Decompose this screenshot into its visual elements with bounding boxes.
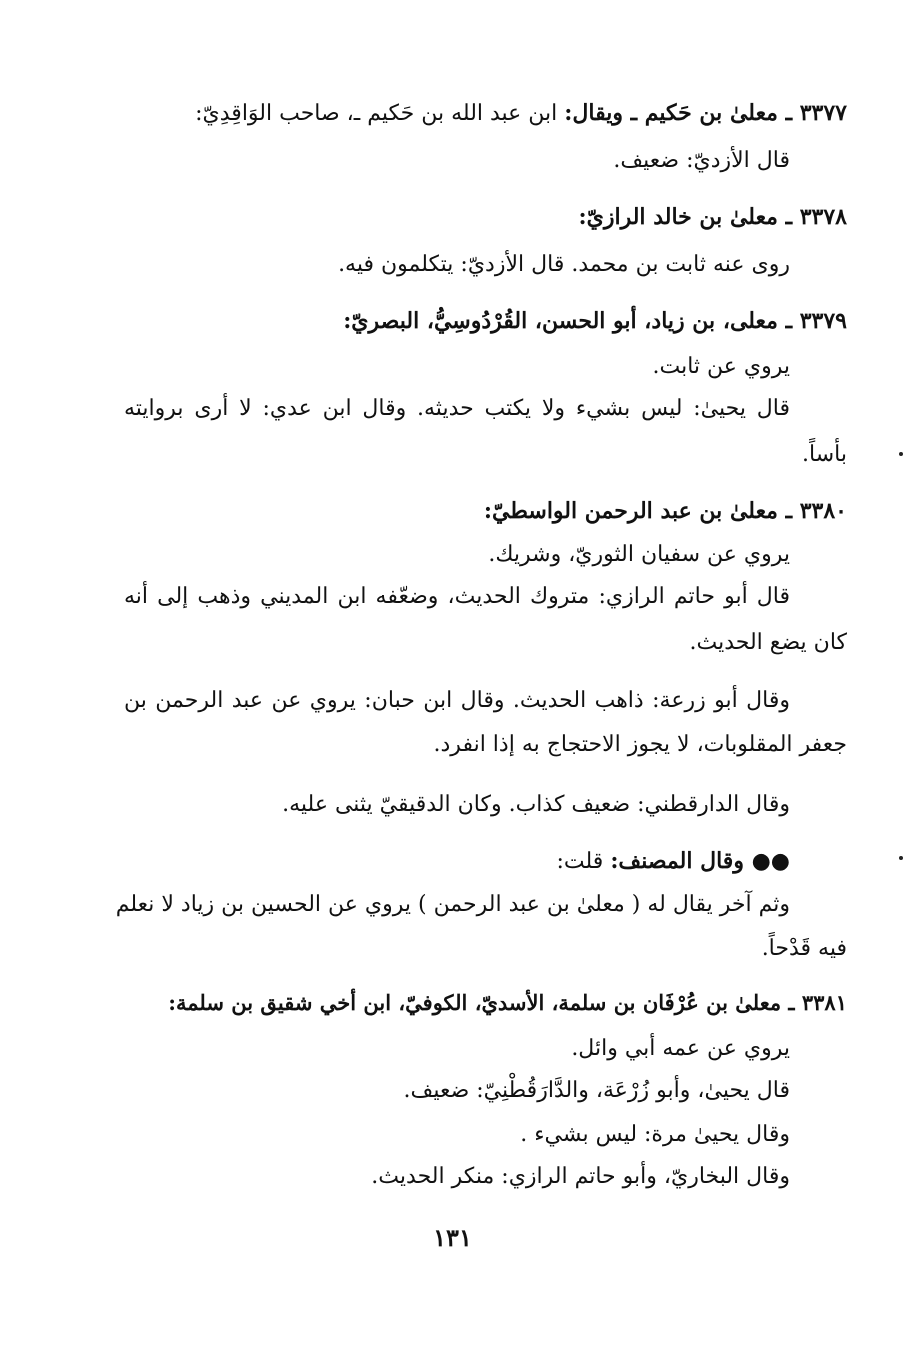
entry-text-line: روى عنه ثابت بن محمد. قال الأزديّ: يتكلمون فيه. <box>338 252 790 277</box>
page-number: ١٣١ <box>433 1223 472 1252</box>
margin-mark <box>899 856 903 860</box>
entry-heading-rest: ابن عبد الله بن حَكيم ـ، صاحب الوَاقِدِيّ: <box>195 101 565 126</box>
entry-heading-name: ٣٣٨١ ـ معلىٰ بن عُرْفَان بن سلمة، الأسديّ، الكوفيّ، ابن أخي شقيق بن سلمة: <box>168 990 847 1015</box>
entry-text-line: وقال أبو زرعة: ذاهب الحديث. وقال ابن حبان: يروي عن عبد الرحمن بن <box>124 688 790 713</box>
entry-heading <box>100 988 847 1018</box>
entry-text-line: يروي عن ثابت. <box>652 354 790 379</box>
entry-text-line: وقال البخاريّ، وأبو حاتم الرازي: منكر الحديث. <box>371 1164 790 1189</box>
entry-text-line: وثم آخر يقال له ( معلىٰ بن عبد الرحمن ) يروي عن الحسين بن زياد لا نعلم <box>115 892 790 917</box>
entry-text-line: وقال يحيىٰ مرة: ليس بشيء . <box>520 1122 790 1147</box>
entry-text-line: بأساً. <box>802 442 847 467</box>
entry-heading <box>100 202 847 233</box>
entry-heading-name: ٣٣٧٧ ـ معلىٰ بن حَكيم ـ ويقال: <box>564 100 847 126</box>
author-note-label: ●● وقال المصنف: <box>610 848 790 874</box>
entry-text-line: وقال الدارقطني: ضعيف كذاب. وكان الدقيقيّ يثنى عليه. <box>282 792 790 817</box>
entry-heading <box>100 496 847 527</box>
entry-text-line: فيه قَدْحاً. <box>761 936 847 961</box>
author-note-heading <box>100 846 790 877</box>
margin-mark <box>899 452 903 456</box>
entry-heading-name: ٣٣٧٨ ـ معلىٰ بن خالد الرازيّ: <box>578 204 847 230</box>
entry-heading <box>100 98 847 129</box>
entry-heading-name: ٣٣٨٠ ـ معلىٰ بن عبد الرحمن الواسطيّ: <box>483 498 847 524</box>
entry-text-line: قال أبو حاتم الرازي: متروك الحديث، وضعّفه ابن المديني وذهب إلى أنه <box>124 584 790 609</box>
entry-text-line: قال يحيىٰ: ليس بشيء ولا يكتب حديثه. وقال ابن عدي: لا أرى بروايته <box>124 396 790 421</box>
entry-text-line: يروي عن عمه أبي وائل. <box>571 1036 790 1061</box>
author-note-rest: قلت: <box>556 849 611 874</box>
entry-heading-name: ٣٣٧٩ ـ معلى، بن زياد، أبو الحسن، القُرْدُوسِيُّ، البصريّ: <box>343 308 847 334</box>
entry-text-line: جعفر المقلوبات، لا يجوز الاحتجاج به إذا انفرد. <box>433 732 847 757</box>
entry-text-line: يروي عن سفيان الثوريّ، وشريك. <box>488 542 790 567</box>
entry-heading <box>100 306 847 337</box>
entry-text-line: كان يضع الحديث. <box>689 630 847 655</box>
entry-text-line: قال الأزديّ: ضعيف. <box>613 148 790 173</box>
entry-text-line: قال يحيىٰ، وأبو زُرْعَة، والدَّارَقُطْنِيّ: ضعيف. <box>403 1078 790 1103</box>
